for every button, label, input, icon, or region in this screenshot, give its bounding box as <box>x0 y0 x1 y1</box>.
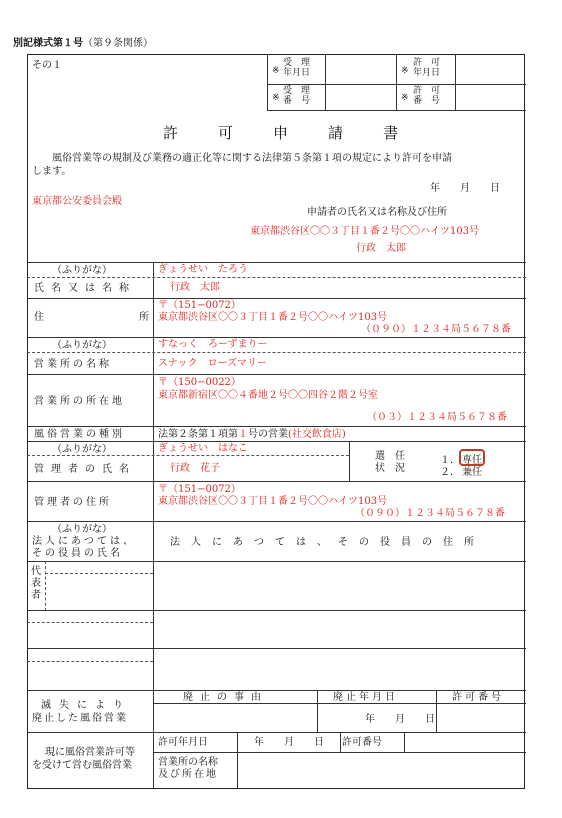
kind-prefix: 法第２条第１項第 <box>158 429 238 440</box>
current-permit-date-label: 許可年月日 <box>158 737 208 748</box>
permit-date-label: 許 可 年月日 <box>413 58 441 78</box>
senin-option-2[interactable]: 兼任 <box>462 467 482 478</box>
manager-furigana: ぎょうせい はなこ <box>158 443 248 454</box>
intro-line-2: します。 <box>32 166 72 177</box>
kind-category: (社交飲食店) <box>288 429 346 440</box>
document-title <box>163 124 398 142</box>
senin-label-2: 状 況 <box>375 463 405 474</box>
daihyo-label: 代表者 <box>31 566 41 601</box>
title-char: 可 <box>218 124 234 142</box>
title-char: 申 <box>273 124 289 142</box>
office-name-label: 営業所の名称 <box>34 359 112 370</box>
title-char: 請 <box>328 124 344 142</box>
office-name-furigana: すなっく ろーずまりー <box>158 339 268 350</box>
lost-date-value: 年 月 日 <box>365 714 435 725</box>
current-permit-no-label: 許可番号 <box>342 737 382 748</box>
manager-furigana-label: （ふりがな） <box>52 444 112 455</box>
office-location-label: 営業所の所在地 <box>34 396 125 407</box>
address-phone: （０９０）１２３４局５６７８番 <box>361 324 511 335</box>
current-label-2: を受けて営む風俗営業 <box>32 760 132 771</box>
address-label-left: 住 <box>34 312 44 323</box>
lost-reason-header: 廃止の事由 <box>183 692 268 703</box>
office-location-zip: 〒（150−0022） <box>158 377 241 388</box>
addressee: 東京都公安委員会殿 <box>32 196 122 207</box>
title-char: 書 <box>383 124 399 142</box>
lost-permit-no-header: 許可番号 <box>452 692 504 703</box>
form-label: 別記様式第１号 <box>13 38 83 49</box>
officer-label-2: その役員の氏名 <box>32 548 123 559</box>
business-kind-label: 風俗営業の種別 <box>34 429 125 440</box>
name-value: 行政 太郎 <box>170 282 220 293</box>
form-header <box>13 38 153 50</box>
manager-name-label: 管理者の氏名 <box>34 464 136 475</box>
senin-option-2-num: ２． <box>440 467 460 478</box>
senin-option-1[interactable]: 専任 <box>462 455 482 466</box>
applicant-name: 行政 太郎 <box>356 243 406 254</box>
form-ref: （第９条関係） <box>83 38 153 49</box>
permit-no-mark: ※ <box>401 93 409 103</box>
sono-label: その１ <box>32 60 62 71</box>
applicant-label: 申請者の氏名又は名称及び住所 <box>307 207 447 218</box>
office-location-value: 東京都新宿区〇〇４番地２号〇〇四谷２階２号室 <box>158 390 378 401</box>
senin-selected-circle <box>459 449 485 466</box>
receipt-no-label: 受 理 番 号 <box>283 86 311 106</box>
office-location-phone: （０３）１２３４局５６７８番 <box>367 412 507 423</box>
officer-label-1: 法人にあつては、 <box>32 536 136 547</box>
kind-mid: 号の営業 <box>248 429 288 440</box>
manager-address-phone: （０９０）１２３４局５６７８番 <box>355 508 505 519</box>
senin-label-1: 選 任 <box>375 451 405 462</box>
name-furigana: ぎょうせい たろう <box>158 264 248 275</box>
office-furigana-label: （ふりがな） <box>52 340 112 351</box>
current-office-label-1: 営業所の名称 <box>158 757 218 768</box>
kind-number: １ <box>238 429 248 440</box>
address-label-right: 所 <box>139 312 149 323</box>
manager-address-zip: 〒（151−0072） <box>158 484 241 495</box>
lost-date-header: 廃止年月日 <box>333 692 398 703</box>
lost-label-2: 廃止した風俗営業 <box>32 713 128 724</box>
lost-label-1: 滅失により <box>41 700 131 711</box>
officer-address-header: 法人にあつては、その役員の住所 <box>170 537 485 548</box>
address-zip: 〒（151−0072） <box>158 300 241 311</box>
officer-furigana-label: （ふりがな） <box>52 524 112 535</box>
current-label-1: 現に風俗営業許可等 <box>45 747 135 758</box>
address-value: 東京都渋谷区〇〇３丁目１番２号〇〇ハイツ103号 <box>158 312 388 323</box>
application-date: 年 月 日 <box>430 183 500 194</box>
business-kind-value <box>158 429 346 441</box>
permit-date-mark: ※ <box>401 66 409 76</box>
manager-address-value: 東京都渋谷区〇〇３丁目１番２号〇〇ハイツ103号 <box>158 496 388 507</box>
senin-option-1-num: １． <box>440 455 460 466</box>
manager-address-label: 管理者の住所 <box>34 497 112 508</box>
name-furigana-label: （ふりがな） <box>52 265 112 276</box>
manager-name-value: 行政 花子 <box>170 463 220 474</box>
receipt-date-label: 受 理 年月日 <box>283 58 311 78</box>
applicant-address: 東京都渋谷区〇〇３丁目１番２号〇〇ハイツ103号 <box>250 226 480 237</box>
office-name-value: スナック ローズマリー <box>158 358 267 369</box>
title-char: 許 <box>163 124 179 142</box>
receipt-no-mark: ※ <box>272 93 280 103</box>
permit-no-label: 許 可 番 号 <box>413 86 441 106</box>
name-label: 氏名又は名称 <box>34 283 136 294</box>
receipt-mark: ※ <box>272 66 280 76</box>
intro-line-1: 風俗営業等の規制及び業務の適正化等に関する法律第５条第１項の規定により許可を申請 <box>52 153 452 164</box>
current-office-label-2: 及び所在地 <box>158 769 218 780</box>
current-permit-date-value: 年 月 日 <box>254 737 324 748</box>
